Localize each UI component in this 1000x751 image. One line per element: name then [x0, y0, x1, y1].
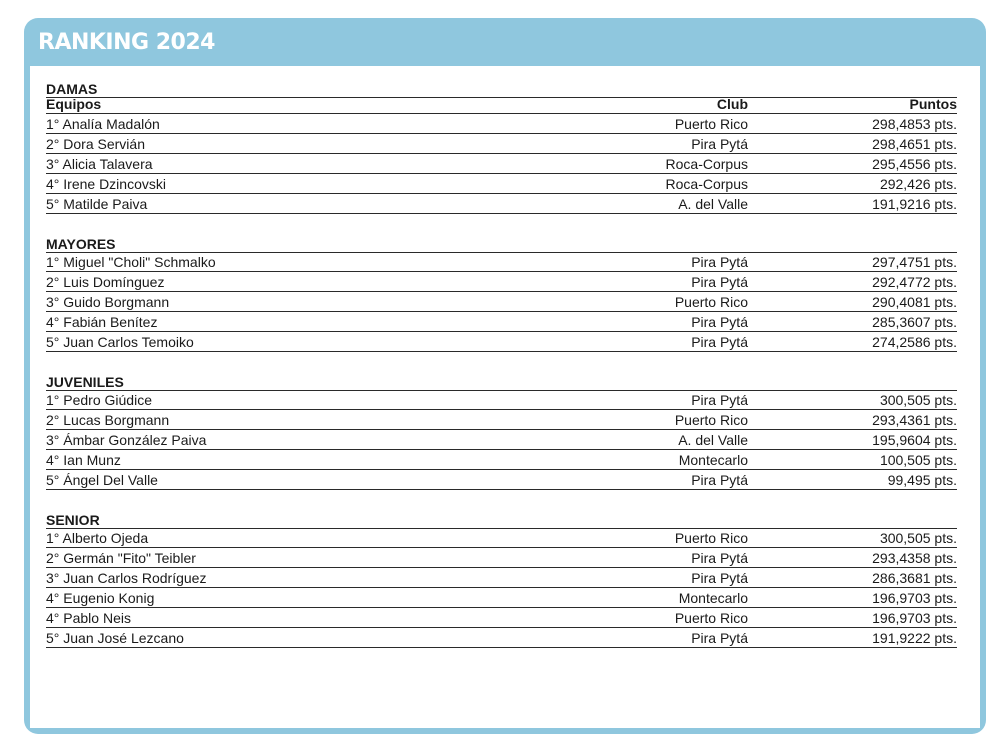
ranking-table [46, 81, 957, 670]
player-points: 285,3607 pts. [872, 314, 957, 330]
table-row [46, 252, 957, 272]
section-senior [46, 512, 957, 648]
player-points: 298,4853 pts. [872, 116, 957, 132]
player-club: Puerto Rico [674, 530, 748, 546]
section-title: DAMAS [46, 81, 98, 97]
table-row [46, 312, 957, 332]
player-points: 196,9703 pts. [872, 610, 957, 626]
player-points: 298,4651 pts. [872, 136, 957, 152]
player-club: Roca-Corpus [665, 156, 748, 172]
table-row [46, 174, 957, 194]
player-points: 292,4772 pts. [872, 274, 957, 290]
player-name: 5° Juan José Lezcano [46, 630, 184, 646]
ranking-card [24, 18, 986, 734]
player-club: Puerto Rico [674, 116, 748, 132]
player-points: 292,426 pts. [879, 176, 957, 192]
player-name: 2° Germán "Fito" Teibler [46, 550, 196, 566]
player-points: 99,495 pts. [887, 472, 957, 488]
player-name: 5° Juan Carlos Temoiko [46, 334, 194, 350]
player-points: 300,505 pts. [879, 530, 957, 546]
player-club: Pira Pytá [691, 314, 748, 330]
player-name: 1° Alberto Ojeda [46, 530, 149, 546]
player-club: Puerto Rico [674, 610, 748, 626]
player-name: 1° Analía Madalón [46, 116, 160, 132]
table-row [46, 450, 957, 470]
section-damas [46, 81, 957, 214]
player-club: Puerto Rico [674, 412, 748, 428]
player-name: 5° Ángel Del Valle [46, 472, 158, 488]
table-row [46, 608, 957, 628]
table-row [46, 114, 957, 134]
table-row [46, 390, 957, 410]
player-points: 297,4751 pts. [872, 254, 957, 270]
player-points: 300,505 pts. [879, 392, 957, 408]
table-row [46, 588, 957, 608]
player-name: 5° Matilde Paiva [46, 196, 148, 212]
card-title: RANKING 2024 [38, 30, 215, 55]
player-name: 1° Miguel "Choli" Schmalko [46, 254, 216, 270]
table-row [46, 470, 957, 490]
table-row [46, 548, 957, 568]
player-club: Roca-Corpus [665, 176, 748, 192]
table-row [46, 410, 957, 430]
card-body [30, 66, 980, 728]
player-club: Pira Pytá [691, 392, 748, 408]
section-title: JUVENILES [46, 374, 124, 390]
player-name: 2° Lucas Borgmann [46, 412, 170, 428]
section-juveniles [46, 374, 957, 490]
player-name: 4° Ian Munz [46, 452, 121, 468]
player-name: 2° Dora Servián [46, 136, 145, 152]
player-club: Pira Pytá [691, 334, 748, 350]
section-title: MAYORES [46, 236, 116, 252]
player-points: 293,4361 pts. [872, 412, 957, 428]
player-club: Montecarlo [678, 452, 748, 468]
player-points: 195,9604 pts. [872, 432, 957, 448]
table-row [46, 292, 957, 312]
player-club: Pira Pytá [691, 550, 748, 566]
section-title: SENIOR [46, 512, 100, 528]
table-row [46, 430, 957, 450]
player-name: 3° Ámbar González Paiva [46, 432, 207, 448]
player-points: 191,9222 pts. [872, 630, 957, 646]
player-club: Pira Pytá [691, 136, 748, 152]
player-name: 4° Eugenio Konig [46, 590, 155, 606]
table-row [46, 194, 957, 214]
column-header-puntos: Puntos [909, 96, 957, 112]
player-name: 1° Pedro Giúdice [46, 392, 152, 408]
player-points: 100,505 pts. [879, 452, 957, 468]
table-row [46, 272, 957, 292]
player-points: 196,9703 pts. [872, 590, 957, 606]
table-row [46, 332, 957, 352]
player-points: 295,4556 pts. [872, 156, 957, 172]
player-club: Pira Pytá [691, 472, 748, 488]
table-row [46, 528, 957, 548]
player-name: 3° Alicia Talavera [46, 156, 153, 172]
player-club: A. del Valle [678, 432, 748, 448]
player-club: Pira Pytá [691, 254, 748, 270]
table-row [46, 154, 957, 174]
player-name: 3° Guido Borgmann [46, 294, 170, 310]
player-club: Pira Pytá [691, 630, 748, 646]
player-points: 290,4081 pts. [872, 294, 957, 310]
player-points: 293,4358 pts. [872, 550, 957, 566]
table-header-row [46, 97, 957, 114]
player-club: A. del Valle [678, 196, 748, 212]
player-name: 4° Fabián Benítez [46, 314, 158, 330]
player-name: 2° Luis Domínguez [46, 274, 165, 290]
player-name: 4° Irene Dzincovski [46, 176, 166, 192]
player-points: 274,2586 pts. [872, 334, 957, 350]
column-header-club: Club [716, 96, 748, 112]
table-row [46, 628, 957, 648]
table-row [46, 568, 957, 588]
player-name: 3° Juan Carlos Rodríguez [46, 570, 207, 586]
player-club: Montecarlo [678, 590, 748, 606]
player-club: Puerto Rico [674, 294, 748, 310]
player-club: Pira Pytá [691, 570, 748, 586]
section-mayores [46, 236, 957, 352]
player-name: 4° Pablo Neis [46, 610, 131, 626]
table-row [46, 134, 957, 154]
column-header-equipos: Equipos [46, 96, 102, 112]
player-points: 286,3681 pts. [872, 570, 957, 586]
player-points: 191,9216 pts. [872, 196, 957, 212]
player-club: Pira Pytá [691, 274, 748, 290]
